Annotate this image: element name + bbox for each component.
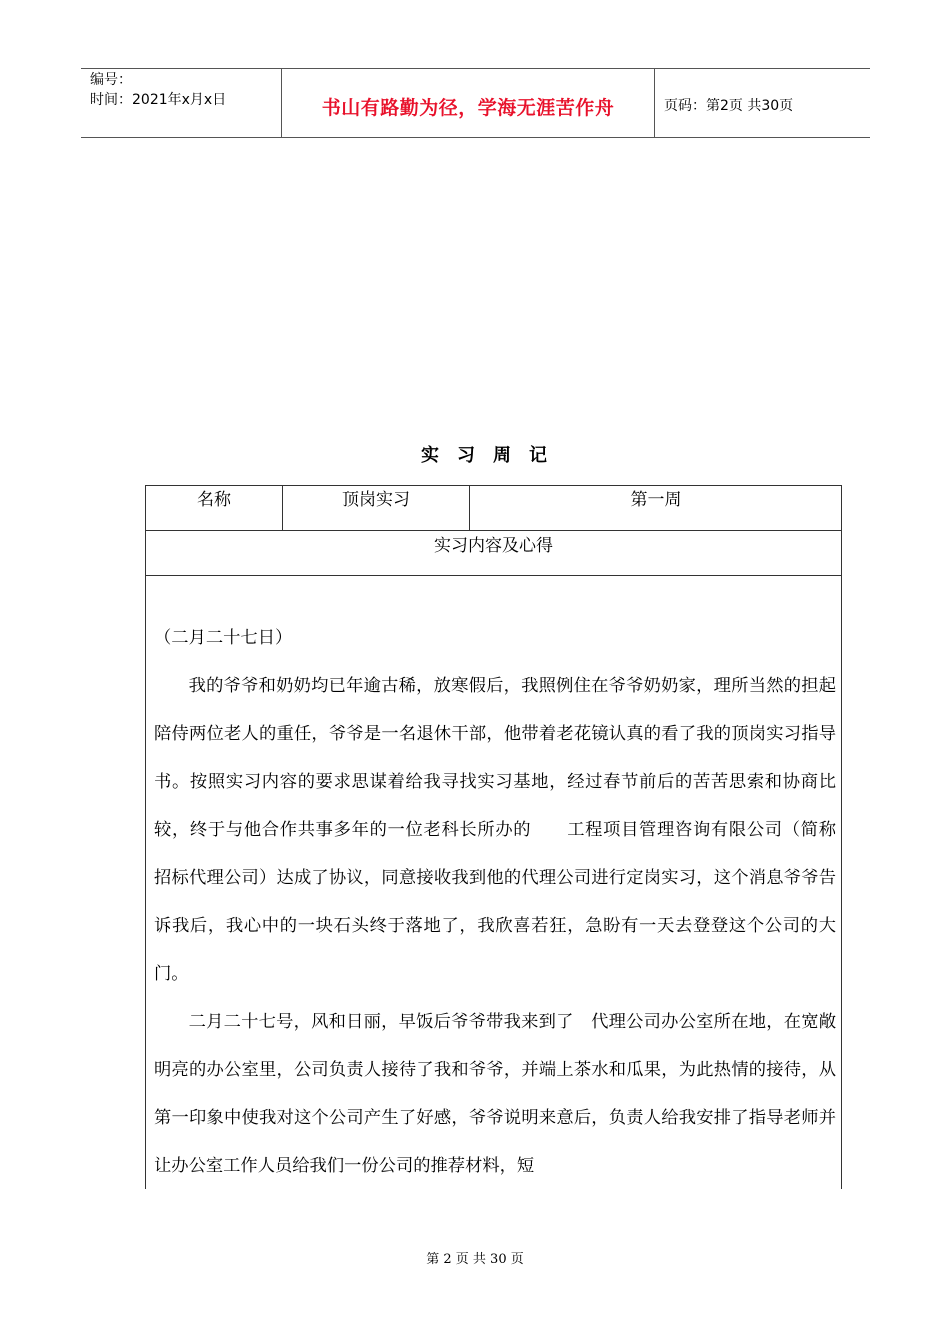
table-cell-week: 第一周	[630, 490, 682, 510]
document-header	[81, 68, 870, 138]
document-number: 编号：	[90, 72, 132, 88]
header-page-cell	[654, 69, 870, 137]
document-time: 时间：2021年x月x日	[90, 92, 227, 108]
table-cell-type: 顶岗实习	[283, 486, 470, 530]
entry-date: （二月二十七日）	[154, 628, 293, 648]
page-footer: 第 2 页 共 30 页	[426, 1252, 524, 1267]
table-header-row	[146, 486, 841, 531]
paragraph: 我的爷爷和奶奶均已年逾古稀，放寒假后，我照例住在爷爷奶奶家，理所当然的担起陪侍两位老人的重任，爷爷是一名退休干部，他带着老花镜认真的看了我的顶岗实习指导书。按照实习内容的要求思谋着给我寻找实习基地，经过春节前后的苦苦思索和协商比较，终于与他合作共事多年的一位老科长所办的 工程项目管理咨询有限公司（简称 招标代理公司）达成了协议，同意接收我到他的代理公司进行定岗实习，这个消息爷爷告诉我后，我心中的一块石头终于落地了，我欣喜若狂，急盼有一天去登登这个公司的大门。	[154, 676, 854, 984]
journal-content	[154, 576, 854, 1190]
header-meta-cell	[81, 69, 281, 137]
table-cell-name: 名称	[146, 486, 283, 530]
page-title: 实习周记	[421, 445, 565, 466]
header-motto-cell	[281, 69, 655, 137]
paragraph: 二月二十七号，风和日丽，早饭后爷爷带我来到了 代理公司办公室所在地，在宽敞明亮的办公室里，公司负责人接待了我和爷爷，并端上茶水和瓜果，为此热情的接待，从第一印象中使我对这个公司产生了好感，爷爷说明来意后，负责人给我安排了指导老师并让办公室工作人员给我们一份公司的推荐材料，短	[154, 1012, 836, 1176]
header-page-info: 页码：第2页 共30页	[664, 98, 794, 114]
journal-table	[145, 485, 854, 1189]
section-heading: 实习内容及心得	[146, 531, 841, 576]
header-motto: 书山有路勤为径，学海无涯苦作舟	[321, 97, 615, 119]
